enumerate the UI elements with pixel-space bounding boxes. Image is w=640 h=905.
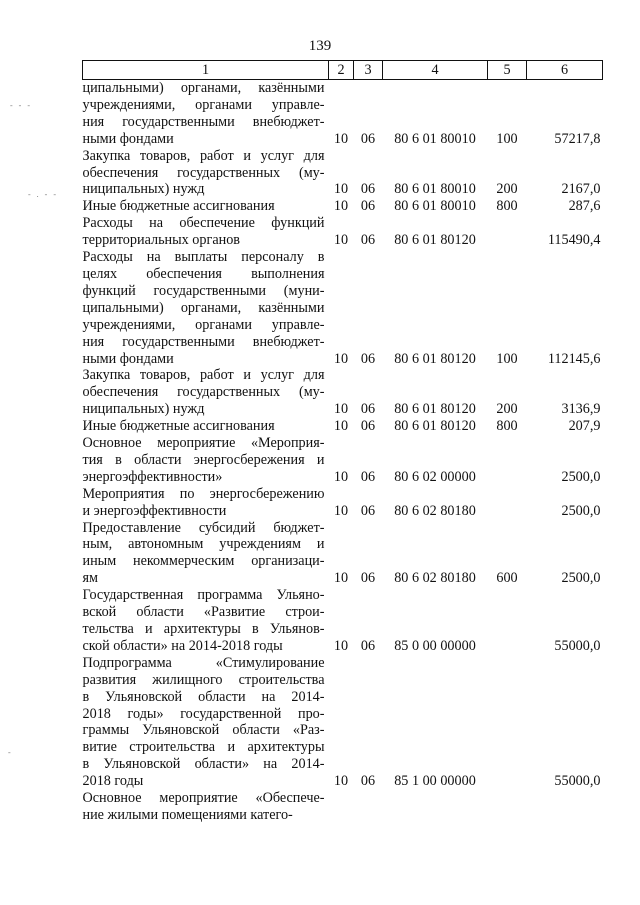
row-name	[83, 367, 329, 418]
expense-type-code: 100	[496, 350, 518, 367]
row-name-line: обеспечения государственных (му-	[82, 384, 325, 401]
row-name	[83, 486, 329, 520]
row-name-line: Закупка товаров, работ и услуг для	[82, 367, 325, 384]
section-code: 10	[333, 570, 349, 587]
section-code: 10	[333, 418, 349, 435]
table-row	[83, 367, 603, 418]
expense-type-code: 100	[496, 130, 518, 147]
table-row	[83, 215, 603, 249]
table-row	[83, 148, 603, 199]
row-name-line: Закупка товаров, работ и услуг для	[82, 147, 325, 164]
row-name-line: 2018 годы	[82, 773, 144, 790]
expense-type-code: 600	[496, 570, 518, 587]
subsection-code: 06	[360, 350, 376, 367]
target-article-code: 80 6 01 80120	[394, 401, 476, 418]
header-col-4: 4	[383, 61, 488, 80]
subsection-code: 06	[360, 637, 376, 654]
row-name-line: Расходы на обеспечение функций	[82, 215, 325, 232]
header-col-5: 5	[488, 61, 527, 80]
row-name-line: территориальных органов	[82, 232, 240, 249]
row-name	[83, 520, 329, 588]
row-name	[83, 249, 329, 367]
table-row	[83, 435, 603, 486]
subsection-code	[354, 790, 383, 824]
row-name	[83, 215, 329, 249]
section-code: 10	[333, 198, 349, 215]
row-name-line: ципальными) органами, казёнными	[82, 299, 325, 316]
row-name	[83, 435, 329, 486]
row-name-line: обеспечения государственных (му-	[82, 164, 325, 181]
row-name-line: ниципальных) нужд	[82, 401, 205, 418]
row-name	[83, 418, 329, 435]
row-name-line: 2018 годы» государственной про-	[82, 705, 325, 722]
table-row	[83, 249, 603, 367]
target-article-code: 80 6 02 80180	[394, 502, 476, 519]
table-body	[83, 80, 603, 824]
row-name	[83, 198, 329, 215]
scan-noise: -	[8, 748, 13, 757]
amount: 2500,0	[561, 570, 601, 587]
expense-type-code	[488, 790, 527, 824]
header-col-6: 6	[527, 61, 603, 80]
row-name-line: витие строительства и архитектуры	[82, 739, 325, 756]
row-name-line: Основное мероприятие «Мероприя-	[82, 435, 325, 452]
expense-type-code	[488, 435, 527, 486]
budget-table	[82, 60, 603, 824]
row-name-line: в Ульяновской области на 2014-	[82, 688, 325, 705]
subsection-code: 06	[360, 468, 376, 485]
row-name-line: развития жилищного строительства	[82, 671, 325, 688]
row-name-line: ние жилыми помещениями катего-	[82, 806, 293, 823]
row-name-line: ципальными) органами, казёнными	[82, 80, 325, 96]
row-name-line: граммы Ульяновской области «Раз-	[82, 722, 325, 739]
expense-type-code	[488, 215, 527, 249]
section-code: 10	[333, 181, 349, 198]
expense-type-code: 200	[496, 401, 518, 418]
row-name-line: Мероприятия по энергосбережению	[82, 485, 325, 502]
section-code: 10	[333, 401, 349, 418]
row-name-line: учреждениями, органами управле-	[82, 316, 325, 333]
subsection-code: 06	[360, 418, 376, 435]
header-col-2: 2	[329, 61, 354, 80]
section-code: 10	[333, 502, 349, 519]
section-code: 10	[333, 468, 349, 485]
table-header-row	[83, 61, 603, 80]
row-name	[83, 80, 329, 148]
row-name-line: Государственная программа Ульяно-	[82, 587, 325, 604]
row-name-line: в Ульяновской области» на 2014-	[82, 756, 325, 773]
row-name-line: ской области» на 2014-2018 годы	[82, 637, 283, 654]
table-row	[83, 587, 603, 655]
table-row	[83, 790, 603, 824]
subsection-code: 06	[360, 502, 376, 519]
section-code: 10	[333, 637, 349, 654]
row-name-line: Иные бюджетные ассигнования	[82, 198, 275, 215]
table-row	[83, 198, 603, 215]
subsection-code: 06	[360, 130, 376, 147]
scan-noise: - . - -	[28, 190, 58, 199]
header-col-1: 1	[83, 61, 329, 80]
row-name-line: тия в области энергосбережения и	[82, 451, 325, 468]
row-name-line: ния государственными внебюджет-	[82, 113, 325, 130]
target-article-code: 80 6 01 80120	[394, 232, 476, 249]
target-article-code: 85 1 00 00000	[394, 773, 476, 790]
target-article-code: 80 6 01 80010	[394, 130, 476, 147]
row-name-line: вской области «Развитие строи-	[82, 604, 325, 621]
expense-type-code: 800	[496, 418, 518, 435]
amount: 112145,6	[547, 350, 601, 367]
amount: 3136,9	[561, 401, 601, 418]
row-name	[83, 790, 329, 824]
target-article-code	[383, 790, 488, 824]
row-name-line: целях обеспечения выполнения	[82, 265, 325, 282]
section-code: 10	[333, 130, 349, 147]
subsection-code: 06	[360, 401, 376, 418]
row-name-line: ниципальных) нужд	[82, 181, 205, 198]
row-name-line: тельства и архитектуры в Ульянов-	[82, 621, 325, 637]
section-code: 10	[333, 350, 349, 367]
amount: 207,9	[568, 418, 601, 435]
row-name-line: Иные бюджетные ассигнования	[82, 418, 275, 435]
row-name-line: ния государственными внебюджет-	[82, 333, 325, 350]
row-name	[83, 655, 329, 790]
row-name-line: функций государственными (муни-	[82, 282, 325, 299]
amount: 57217,8	[554, 130, 601, 147]
amount: 115490,4	[547, 232, 601, 249]
row-name-line: учреждениями, органами управле-	[82, 96, 325, 113]
amount: 287,6	[568, 198, 601, 215]
row-name-line: энергоэффективности»	[82, 468, 223, 485]
amount: 55000,0	[554, 637, 601, 654]
row-name-line: ным, автономным учреждениям и	[82, 536, 325, 553]
amount: 2500,0	[561, 468, 601, 485]
header-col-3: 3	[354, 61, 383, 80]
page-number: 139	[308, 38, 332, 54]
expense-type-code	[488, 655, 527, 790]
row-name	[83, 587, 329, 655]
row-name-line: ям	[82, 570, 99, 587]
expense-type-code: 200	[496, 181, 518, 198]
row-name	[83, 148, 329, 199]
row-name-line: Расходы на выплаты персоналу в	[82, 249, 325, 266]
row-name-line: Основное мероприятие «Обеспече-	[82, 790, 325, 807]
table-row	[83, 486, 603, 520]
table-row	[83, 520, 603, 588]
row-name-line: Предоставление субсидий бюджет-	[82, 519, 325, 536]
expense-type-code: 800	[496, 198, 518, 215]
scan-noise: - - -	[10, 101, 32, 110]
section-code: 10	[333, 773, 349, 790]
table-row	[83, 655, 603, 790]
target-article-code: 80 6 01 80120	[394, 350, 476, 367]
subsection-code: 06	[360, 232, 376, 249]
subsection-code: 06	[360, 181, 376, 198]
target-article-code: 80 6 01 80120	[394, 418, 476, 435]
row-name-line: Подпрограмма «Стимулирование	[82, 654, 325, 671]
table-row	[83, 80, 603, 148]
expense-type-code	[488, 486, 527, 520]
section-code	[329, 790, 354, 824]
target-article-code: 80 6 02 80180	[394, 570, 476, 587]
amount: 2167,0	[561, 181, 601, 198]
section-code: 10	[333, 232, 349, 249]
amount: 2500,0	[561, 502, 601, 519]
amount	[527, 790, 603, 824]
subsection-code: 06	[360, 198, 376, 215]
subsection-code: 06	[360, 570, 376, 587]
row-name-line: ными фондами	[82, 130, 174, 147]
target-article-code: 80 6 01 80010	[394, 198, 476, 215]
subsection-code: 06	[360, 773, 376, 790]
expense-type-code	[488, 587, 527, 655]
row-name-line: и энергоэффективности	[82, 502, 227, 519]
target-article-code: 85 0 00 00000	[394, 637, 476, 654]
row-name-line: ными фондами	[82, 350, 174, 367]
target-article-code: 80 6 02 00000	[394, 468, 476, 485]
amount: 55000,0	[554, 773, 601, 790]
table-row	[83, 418, 603, 435]
row-name-line: иным некоммерческим организаци-	[82, 553, 325, 570]
target-article-code: 80 6 01 80010	[394, 181, 476, 198]
